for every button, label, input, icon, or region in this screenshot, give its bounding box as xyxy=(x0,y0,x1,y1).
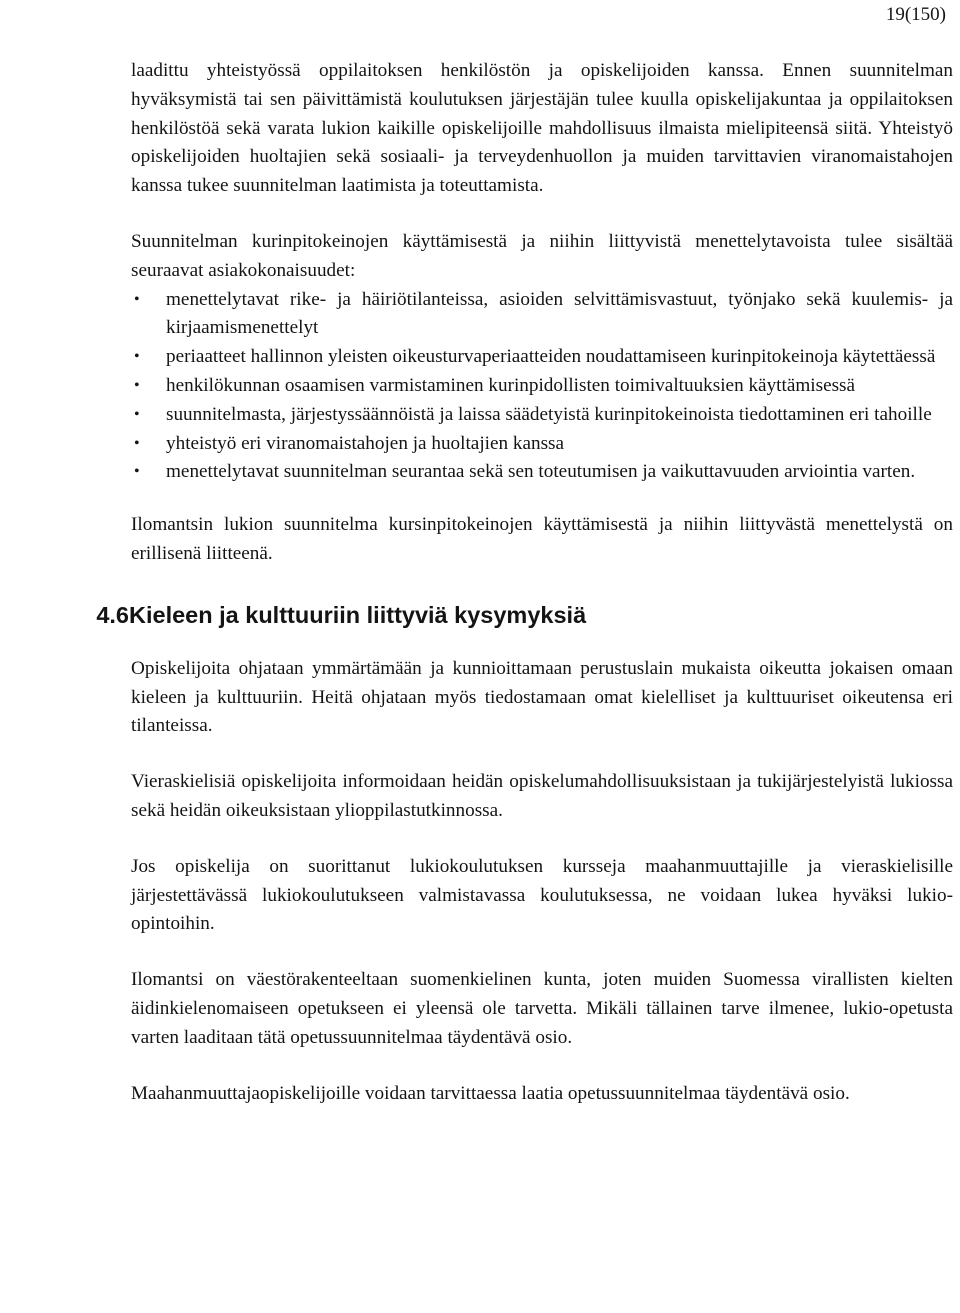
bullet-icon: • xyxy=(134,348,140,366)
list-item-text: menettelytavat suunnitelman seurantaa sekä sen toteutumisen ja vaikuttavuuden arviointia varten. xyxy=(166,461,916,483)
paragraph-language-rights: Opiskelijoita ohjataan ymmärtämään ja kunnioittamaan perustuslain mukaista oikeutta jokaisen omaan kieleen ja kulttuuriin. Heitä ohjataan myös tiedostamaan omat kielelliset ja kulttuuriset oikeutensa eri tilanteissa. xyxy=(131,657,953,737)
page-number: 19(150) xyxy=(885,4,946,25)
list-item xyxy=(131,401,953,430)
list-item-text: suunnitelmasta, järjestyssäännöistä ja laissa säädetyistä kurinpitokeinoista tiedottaminen eri tahoille xyxy=(166,403,932,425)
section-title: Kieleen ja kulttuuriin liittyviä kysymyksiä xyxy=(129,601,587,628)
list-item-text: menettelytavat rike- ja häiriötilanteissa, asioiden selvittämisvastuut, työnjako sekä kuulemis- ja kirjaamismenettelyt xyxy=(166,288,953,339)
paragraph-immigrant-students: Maahanmuuttajaopiskelijoille voidaan tarvittaessa laatia opetussuunnitelmaa täydentävä osio. xyxy=(131,1082,850,1104)
document-body xyxy=(96,57,953,1135)
list-intro: Suunnitelman kurinpitokeinojen käyttämisestä ja niihin liittyvistä menettelytavoista tulee sisältää seuraavat asiakokonaisuudet: xyxy=(131,230,953,281)
list-item xyxy=(131,343,953,372)
bullet-icon: • xyxy=(134,463,140,481)
paragraph-attachment: Ilomantsin lukion suunnitelma kursinpitokeinojen käyttämisestä ja niihin liittyvästä menettelystä on erillisenä liitteenä. xyxy=(131,514,953,564)
bullet-icon: • xyxy=(134,405,140,423)
list-item-text: periaatteet hallinnon yleisten oikeusturvaperiaatteiden noudattamiseen kurinpitokeinoja käytettäessä xyxy=(166,346,936,368)
paragraph-prior-studies: Jos opiskelija on suorittanut lukiokoulutuksen kursseja maahanmuuttajille ja vieraskielisille järjestettävässä lukiokoulutukseen valmistavassa koulutuksessa, ne voidaan lukea hyväksi lukio-opintoihin. xyxy=(131,855,953,935)
paragraph-foreign-language-students: Vieraskielisiä opiskelijoita informoidaan heidän opiskelumahdollisuuksistaan ja tukijärjestelyistä lukiossa sekä heidän oikeuksistaan ylioppilastutkinnossa. xyxy=(131,771,953,821)
bullet-icon: • xyxy=(134,376,140,394)
list-item-text: henkilökunnan osaamisen varmistaminen kurinpidollisten toimivaltuuksien käyttämisessä xyxy=(166,374,856,396)
section-number: 4.6 xyxy=(96,601,129,628)
bullet-icon: • xyxy=(134,290,140,308)
list-item xyxy=(131,286,953,344)
bullet-icon: • xyxy=(134,434,140,452)
list-item xyxy=(131,430,953,459)
section-heading xyxy=(0,600,953,630)
list-item xyxy=(131,458,953,487)
bullet-list xyxy=(131,286,953,488)
list-item xyxy=(131,372,953,401)
list-item-text: yhteistyö eri viranomaistahojen ja huoltajien kanssa xyxy=(166,432,565,454)
paragraph-cooperation: laadittu yhteistyössä oppilaitoksen henkilöstön ja opiskelijoiden kanssa. Ennen suunnitelman hyväksymistä tai sen päivittämistä koulutuksen järjestäjän tulee kuulla opiskelijakuntaa ja oppilaitoksen henkilöstöä sekä varata lukion kaikille opiskelijoille mahdollisuus ilmaista mielipiteensä siitä. Yhteistyö opiskelijoiden huoltajien sekä sosiaali- ja terveydenhuollon ja muiden tarvittavien viranomaistahojen kanssa tukee suunnitelman laatimista ja toteuttamista. xyxy=(131,60,953,197)
paragraph-official-languages: Ilomantsi on väestörakenteeltaan suomenkielinen kunta, joten muiden Suomessa virallisten kielten äidinkielenomaiseen opetukseen ei yleensä ole tarvetta. Mikäli tällainen tarve ilmenee, lukio-opetusta varten laaditaan tätä opetussuunnitelmaa täydentävä osio. xyxy=(131,969,953,1048)
